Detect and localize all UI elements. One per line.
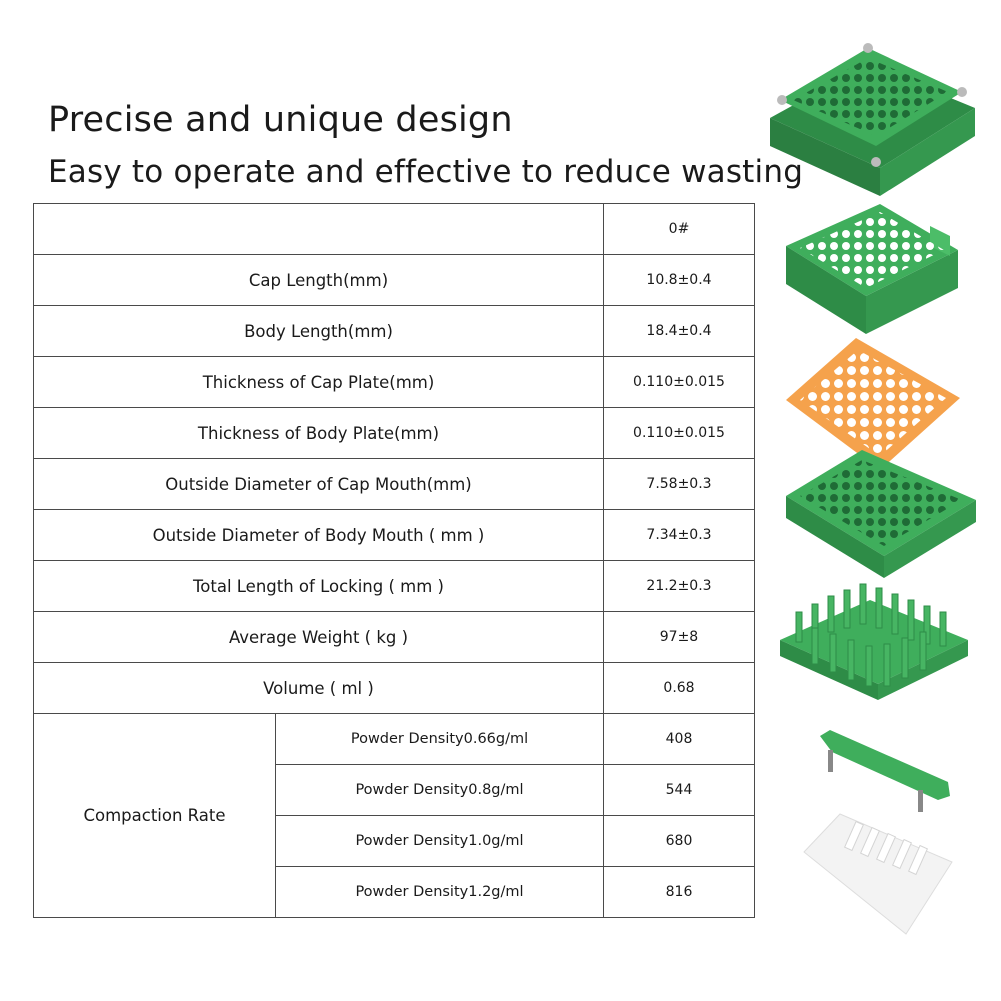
compaction-density-label: Powder Density1.2g/ml bbox=[276, 867, 604, 918]
row-value: 97±8 bbox=[604, 612, 755, 663]
compaction-value: 680 bbox=[604, 816, 755, 867]
orange-plate-icon bbox=[786, 338, 960, 470]
compaction-value: 408 bbox=[604, 714, 755, 765]
page-subtitle: Easy to operate and effective to reduce wasting bbox=[48, 154, 804, 190]
table-row bbox=[34, 561, 755, 612]
scraper-icon bbox=[804, 814, 952, 934]
row-label: Body Length(mm) bbox=[34, 306, 604, 357]
pin-board-icon bbox=[780, 584, 968, 700]
table-header-row bbox=[34, 204, 755, 255]
table-row bbox=[34, 714, 755, 765]
compaction-rate-label: Compaction Rate bbox=[34, 714, 276, 918]
spec-table bbox=[33, 203, 755, 918]
table-row bbox=[34, 408, 755, 459]
row-label: Average Weight ( kg ) bbox=[34, 612, 604, 663]
row-value: 0.110±0.015 bbox=[604, 408, 755, 459]
table-row bbox=[34, 357, 755, 408]
row-value: 0.110±0.015 bbox=[604, 357, 755, 408]
row-value: 0.68 bbox=[604, 663, 755, 714]
table-row bbox=[34, 612, 755, 663]
row-label: Total Length of Locking ( mm ) bbox=[34, 561, 604, 612]
compaction-value: 816 bbox=[604, 867, 755, 918]
compaction-density-label: Powder Density0.8g/ml bbox=[276, 765, 604, 816]
product-illustration bbox=[756, 0, 1001, 1001]
table-row bbox=[34, 306, 755, 357]
page-title: Precise and unique design bbox=[48, 100, 513, 140]
row-label: Thickness of Cap Plate(mm) bbox=[34, 357, 604, 408]
row-value: 7.58±0.3 bbox=[604, 459, 755, 510]
assembled-filler-icon bbox=[770, 43, 975, 196]
compaction-density-label: Powder Density0.66g/ml bbox=[276, 714, 604, 765]
row-label: Volume ( ml ) bbox=[34, 663, 604, 714]
table-row bbox=[34, 663, 755, 714]
green-hole-plate-icon bbox=[786, 450, 976, 578]
table-row bbox=[34, 510, 755, 561]
handle-icon bbox=[820, 730, 950, 812]
row-value: 10.8±0.4 bbox=[604, 255, 755, 306]
row-label: Thickness of Body Plate(mm) bbox=[34, 408, 604, 459]
row-label: Outside Diameter of Body Mouth ( mm ) bbox=[34, 510, 604, 561]
row-value: 18.4±0.4 bbox=[604, 306, 755, 357]
row-value: 21.2±0.3 bbox=[604, 561, 755, 612]
table-row bbox=[34, 255, 755, 306]
table-row bbox=[34, 459, 755, 510]
green-tray-icon bbox=[786, 204, 958, 334]
header-size-cell: 0# bbox=[604, 204, 755, 255]
row-label: Cap Length(mm) bbox=[34, 255, 604, 306]
compaction-density-label: Powder Density1.0g/ml bbox=[276, 816, 604, 867]
compaction-value: 544 bbox=[604, 765, 755, 816]
row-label: Outside Diameter of Cap Mouth(mm) bbox=[34, 459, 604, 510]
row-value: 7.34±0.3 bbox=[604, 510, 755, 561]
header-label-cell bbox=[34, 204, 604, 255]
